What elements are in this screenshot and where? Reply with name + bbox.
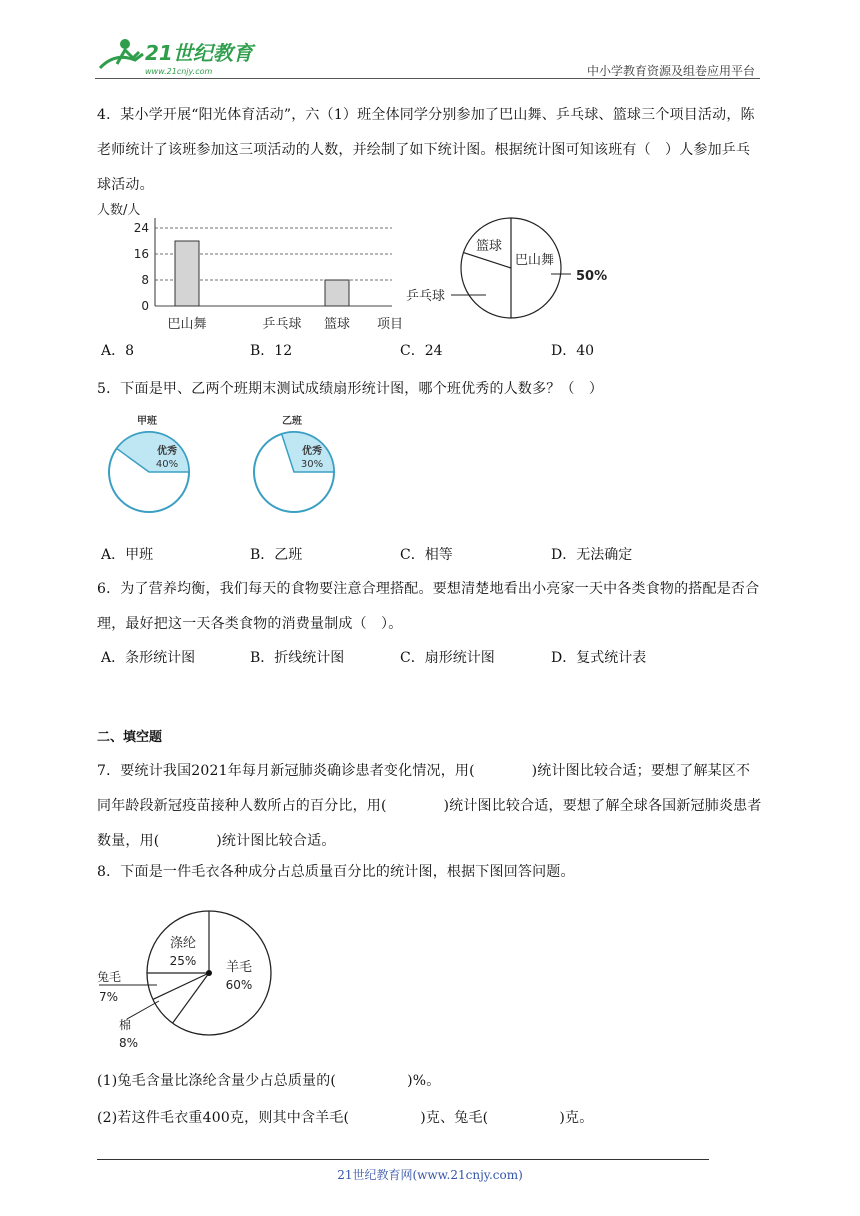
option-c[interactable]: C．扇形统计图 [400, 650, 495, 666]
question-7-text: 7．要统计我国2021年每月新冠肺炎确诊患者变化情况，用( )统计图比较合适；要想了解某区不同年龄段新冠疫苗接种人数所占的百分比，用( )统计图比较合适，要想了解全球各国新冠肺炎患者数量，用( )统计图比较合适。 [97, 763, 762, 849]
option-c[interactable]: C．24 [400, 343, 443, 359]
pie-value-label: 7% [99, 990, 119, 1004]
question-8-text: 8．下面是一件毛衣各种成分占总质量百分比的统计图，根据下图回答问题。 [97, 864, 575, 880]
x-tick-label: 乒乓球 [262, 317, 302, 332]
footer-divider [97, 1159, 709, 1160]
logo-text: 21世纪教育 [145, 41, 253, 65]
option-d[interactable]: D．无法确定 [551, 547, 633, 563]
option-c[interactable]: C．相等 [400, 547, 453, 563]
pie-value-label: 40% [155, 459, 179, 470]
pie-label: 巴山舞 [515, 253, 555, 268]
option-d[interactable]: D．复式统计表 [551, 650, 647, 666]
question-8-sub-1: (1)兔毛含量比涤纶含量少占总质量的( )%。 [97, 1073, 441, 1089]
pie-title: 甲班 [137, 416, 157, 427]
pie-label: 篮球 [476, 239, 503, 254]
option-a[interactable]: A．8 [101, 343, 135, 359]
footer-text: 21世纪教育网(www.21cnjy.com) [337, 1168, 523, 1182]
section-heading-fill-in: 二、填空题 [97, 730, 163, 745]
question-6-options [0, 647, 860, 671]
x-tick-label: 巴山舞 [167, 317, 207, 332]
pie-label: 羊毛 [225, 960, 253, 975]
pie-label: 涤纶 [169, 936, 197, 951]
site-logo [95, 34, 260, 78]
pie-chart-activities [406, 212, 626, 332]
pie-chart-sweater [97, 906, 297, 1056]
pie-chart-class-jia [97, 410, 207, 520]
y-tick-label: 8 [141, 273, 149, 287]
option-b[interactable]: B．乙班 [250, 547, 303, 563]
x-tick-label: 篮球 [323, 317, 351, 332]
option-d[interactable]: D．40 [551, 343, 595, 359]
pie-label: 兔毛 [97, 970, 122, 984]
pie-label: 棉 [119, 1018, 132, 1032]
pie-label: 优秀 [302, 446, 322, 457]
bar [175, 241, 199, 306]
x-axis-label: 项目 [377, 317, 404, 332]
bar [325, 280, 349, 306]
pie-center-dot [206, 970, 212, 976]
pie-leader-line [127, 1001, 159, 1019]
option-b[interactable]: B．12 [250, 343, 293, 359]
y-tick-label: 0 [141, 299, 149, 313]
question-5-options [0, 544, 860, 568]
pie-value-label: 50% [576, 269, 608, 284]
pie-title: 乙班 [282, 416, 302, 427]
y-tick-label: 16 [133, 247, 149, 261]
pie-value-label: 30% [300, 459, 324, 470]
y-tick-label: 24 [133, 221, 149, 235]
question-8-sub-2: (2)若这件毛衣重400克，则其中含羊毛( )克、兔毛( )克。 [97, 1110, 594, 1126]
bar-chart-activities [97, 198, 417, 333]
pie-value-label: 8% [119, 1036, 139, 1050]
question-5-text: 5．下面是甲、乙两个班期末测试成绩扇形统计图，哪个班优秀的人数多？（ ） [97, 381, 604, 397]
question-4-text: 4．某小学开展“阳光体育活动”，六（1）班全体同学分别参加了巴山舞、乒乓球、篮球三个项目活动，陈老师统计了该班参加这三项活动的人数，并绘制了如下统计图。根据统计图可知该班有（ ）人参加乒乓球活动。 [97, 107, 755, 193]
header-platform-name: 中小学教育资源及组卷应用平台 [586, 64, 755, 78]
pie-value-label: 60% [225, 978, 253, 992]
option-b[interactable]: B．折线统计图 [250, 650, 345, 666]
pie-value-label: 25% [169, 954, 197, 968]
option-a[interactable]: A．条形统计图 [101, 650, 196, 666]
pie-chart-class-yi [242, 410, 352, 520]
question-4-options [0, 340, 860, 364]
bar-chart-ylabel: 人数/人 [97, 203, 141, 218]
pie-label: 乒乓球 [406, 289, 446, 304]
pie-label: 优秀 [157, 446, 177, 457]
option-a[interactable]: A．甲班 [101, 547, 154, 563]
question-6-text: 6．为了营养均衡，我们每天的食物要注意合理搭配。要想清楚地看出小亮家一天中各类食物的搭配是否合理，最好把这一天各类食物的消费量制成（ ）。 [97, 581, 760, 632]
logo-url: www.21cnjy.com [145, 67, 213, 76]
header-divider [95, 78, 760, 79]
